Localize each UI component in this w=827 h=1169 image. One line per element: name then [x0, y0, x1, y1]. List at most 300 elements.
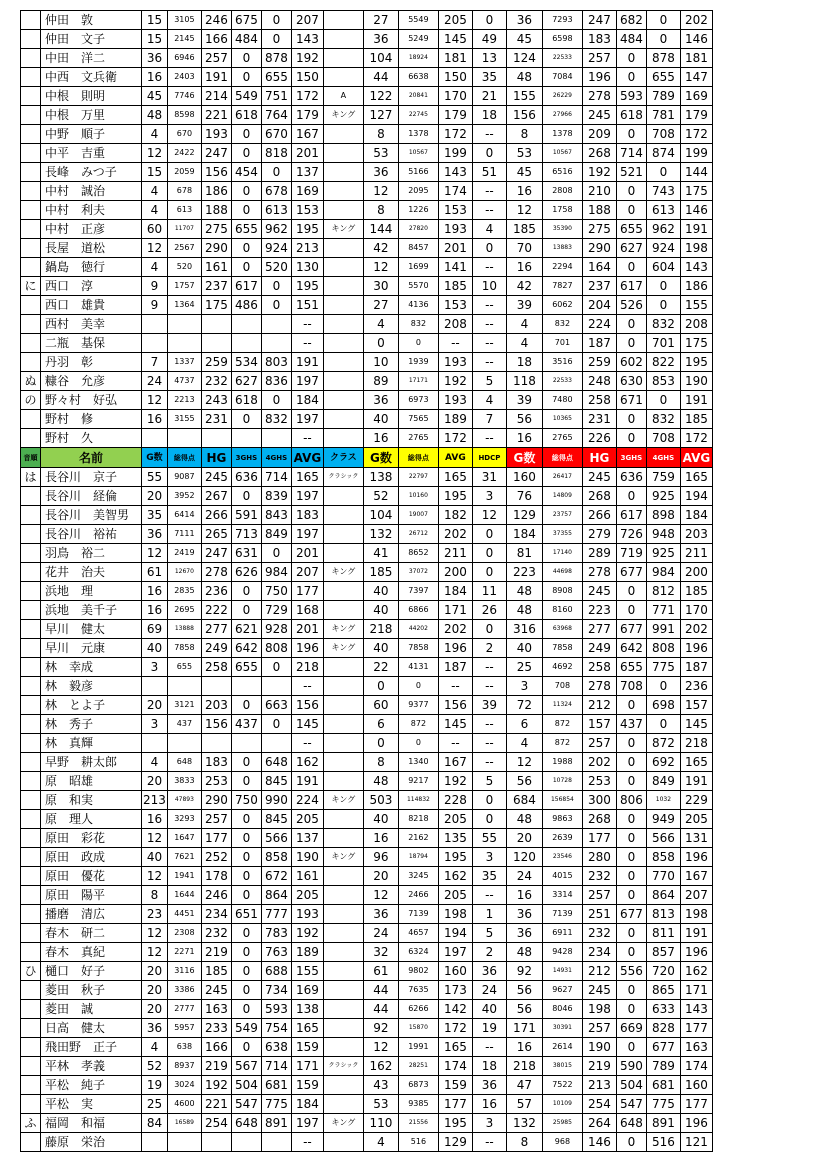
- cell-c-4ghs: 781: [646, 106, 680, 125]
- cell-name: 中根 則明: [41, 87, 142, 106]
- cell-name: 中野 順子: [41, 125, 142, 144]
- cell-a-hg: 191: [201, 68, 231, 87]
- cell-c-games: 81: [506, 544, 542, 563]
- cell-b-games: 53: [363, 1095, 398, 1114]
- cell-b-games: 40: [363, 810, 398, 829]
- cell-b-avg: 187: [438, 658, 472, 677]
- cell-a-3ghs: 0: [231, 201, 261, 220]
- cell-a-3ghs: 631: [231, 544, 261, 563]
- cell-b-avg: 165: [438, 468, 472, 487]
- cell-a-hg: 156: [201, 715, 231, 734]
- cell-c-3ghs: 521: [616, 163, 646, 182]
- cell-a-total: [167, 315, 201, 334]
- cell-a-hg: 219: [201, 943, 231, 962]
- cell-b-total: 6866: [398, 601, 438, 620]
- cell-c-games: 129: [506, 506, 542, 525]
- cell-c-avg: 236: [680, 677, 712, 696]
- table-row: [21, 1038, 713, 1057]
- cell-c-hg: 257: [582, 49, 616, 68]
- cell-a-avg: --: [291, 734, 323, 753]
- cell-c-games: 16: [506, 886, 542, 905]
- cell-c-hg: 257: [582, 886, 616, 905]
- cell-b-avg: --: [438, 734, 472, 753]
- cell-b-hdcp: 0: [472, 144, 506, 163]
- cell-a-3ghs: 621: [231, 620, 261, 639]
- cell-b-games: 43: [363, 1076, 398, 1095]
- cell-c-4ghs: 633: [646, 1000, 680, 1019]
- cell-name: 飛田野 正子: [41, 1038, 142, 1057]
- cell-a-4ghs: 783: [261, 924, 291, 943]
- cell-c-games: 3: [506, 677, 542, 696]
- cell-name: 林 真輝: [41, 734, 142, 753]
- cell-c-hg: 212: [582, 696, 616, 715]
- cell-c-avg: 200: [680, 563, 712, 582]
- cell-b-total: 0: [398, 334, 438, 353]
- cell-initial: [21, 525, 41, 544]
- cell-c-4ghs: 857: [646, 943, 680, 962]
- cell-initial: に: [21, 277, 41, 296]
- cell-a-avg: 213: [291, 239, 323, 258]
- cell-a-total: 13888: [167, 620, 201, 639]
- cell-a-3ghs: 454: [231, 163, 261, 182]
- cell-a-avg: 189: [291, 943, 323, 962]
- cell-c-avg: 146: [680, 30, 712, 49]
- table-row: [21, 315, 713, 334]
- cell-name: 長谷川 経倫: [41, 487, 142, 506]
- cell-name: 原田 陽平: [41, 886, 142, 905]
- cell-a-games: 12: [142, 144, 168, 163]
- cell-a-4ghs: 750: [261, 582, 291, 601]
- cell-a-games: 60: [142, 220, 168, 239]
- cell-name: 早川 健太: [41, 620, 142, 639]
- cell-c-hg: 210: [582, 182, 616, 201]
- cell-b-total: 6973: [398, 391, 438, 410]
- cell-c-4ghs: 898: [646, 506, 680, 525]
- cell-name: 日高 健太: [41, 1019, 142, 1038]
- cell-c-total: 7293: [542, 11, 582, 30]
- cell-class: [323, 810, 363, 829]
- cell-initial: ぬ: [21, 372, 41, 391]
- cell-b-hdcp: --: [472, 658, 506, 677]
- cell-c-4ghs: 770: [646, 867, 680, 886]
- cell-c-hg: 253: [582, 772, 616, 791]
- cell-a-total: 3293: [167, 810, 201, 829]
- cell-b-avg: 193: [438, 220, 472, 239]
- cell-a-total: 1364: [167, 296, 201, 315]
- cell-a-4ghs: 0: [261, 30, 291, 49]
- cell-class: [323, 772, 363, 791]
- cell-c-hg: 177: [582, 829, 616, 848]
- cell-class: [323, 1133, 363, 1152]
- cell-c-games: 124: [506, 49, 542, 68]
- cell-c-total: 9627: [542, 981, 582, 1000]
- cell-c-hg: 212: [582, 962, 616, 981]
- cell-a-4ghs: 663: [261, 696, 291, 715]
- cell-c-total: 2614: [542, 1038, 582, 1057]
- cell-a-avg: 156: [291, 696, 323, 715]
- cell-initial: [21, 943, 41, 962]
- table-row: [21, 1076, 713, 1095]
- header-class: クラス: [323, 448, 363, 468]
- cell-b-total: 1340: [398, 753, 438, 772]
- cell-c-4ghs: 832: [646, 410, 680, 429]
- cell-b-hdcp: --: [472, 1038, 506, 1057]
- cell-b-total: 2095: [398, 182, 438, 201]
- cell-c-4ghs: 708: [646, 125, 680, 144]
- cell-c-hg: 232: [582, 924, 616, 943]
- cell-b-avg: 195: [438, 848, 472, 867]
- cell-c-4ghs: 924: [646, 239, 680, 258]
- cell-c-4ghs: 808: [646, 639, 680, 658]
- cell-c-4ghs: 0: [646, 715, 680, 734]
- table-row: [21, 962, 713, 981]
- cell-b-hdcp: --: [472, 886, 506, 905]
- cell-c-total: 23546: [542, 848, 582, 867]
- cell-class: [323, 715, 363, 734]
- cell-c-avg: 172: [680, 429, 712, 448]
- cell-c-3ghs: 618: [616, 106, 646, 125]
- cell-a-games: 4: [142, 753, 168, 772]
- cell-a-avg: 192: [291, 49, 323, 68]
- table-row: [21, 468, 713, 487]
- cell-b-avg: 205: [438, 11, 472, 30]
- cell-class: [323, 334, 363, 353]
- cell-a-games: 4: [142, 258, 168, 277]
- cell-class: [323, 734, 363, 753]
- cell-a-total: 638: [167, 1038, 201, 1057]
- cell-c-games: 171: [506, 1019, 542, 1038]
- cell-b-total: 0: [398, 677, 438, 696]
- table-row: [21, 658, 713, 677]
- cell-a-3ghs: 504: [231, 1076, 261, 1095]
- cell-initial: [21, 905, 41, 924]
- cell-initial: [21, 924, 41, 943]
- cell-c-4ghs: 681: [646, 1076, 680, 1095]
- cell-a-3ghs: 750: [231, 791, 261, 810]
- cell-c-3ghs: 642: [616, 639, 646, 658]
- cell-c-3ghs: 719: [616, 544, 646, 563]
- cell-a-3ghs: 549: [231, 1019, 261, 1038]
- cell-a-total: 9087: [167, 468, 201, 487]
- cell-a-games: 36: [142, 1019, 168, 1038]
- cell-c-3ghs: 0: [616, 981, 646, 1000]
- cell-a-total: 1941: [167, 867, 201, 886]
- cell-a-games: 4: [142, 125, 168, 144]
- cell-b-hdcp: --: [472, 429, 506, 448]
- cell-c-avg: 170: [680, 601, 712, 620]
- cell-a-hg: 183: [201, 753, 231, 772]
- cell-b-games: 36: [363, 391, 398, 410]
- cell-c-4ghs: 853: [646, 372, 680, 391]
- cell-a-games: 8: [142, 886, 168, 905]
- table-row: [21, 258, 713, 277]
- cell-c-4ghs: 0: [646, 296, 680, 315]
- table-row: [21, 30, 713, 49]
- cell-initial: [21, 11, 41, 30]
- cell-a-4ghs: 763: [261, 943, 291, 962]
- cell-b-total: 1991: [398, 1038, 438, 1057]
- table-row: [21, 106, 713, 125]
- cell-initial: [21, 1038, 41, 1057]
- cell-b-avg: 197: [438, 943, 472, 962]
- cell-c-total: 7827: [542, 277, 582, 296]
- cell-c-total: 6062: [542, 296, 582, 315]
- cell-class: キング: [323, 1114, 363, 1133]
- cell-b-avg: 193: [438, 353, 472, 372]
- cell-c-total: 38015: [542, 1057, 582, 1076]
- cell-a-3ghs: 0: [231, 810, 261, 829]
- cell-a-avg: 207: [291, 563, 323, 582]
- cell-b-games: 138: [363, 468, 398, 487]
- cell-class: [323, 372, 363, 391]
- cell-c-games: 160: [506, 468, 542, 487]
- cell-b-games: 132: [363, 525, 398, 544]
- cell-c-3ghs: 669: [616, 1019, 646, 1038]
- cell-b-total: 26712: [398, 525, 438, 544]
- cell-c-games: 36: [506, 905, 542, 924]
- cell-b-hdcp: 5: [472, 772, 506, 791]
- cell-b-avg: 172: [438, 125, 472, 144]
- cell-b-total: 44202: [398, 620, 438, 639]
- cell-name: 浜地 美千子: [41, 601, 142, 620]
- cell-name: 平松 純子: [41, 1076, 142, 1095]
- cell-a-4ghs: 714: [261, 468, 291, 487]
- cell-c-hg: 248: [582, 372, 616, 391]
- cell-a-games: 40: [142, 639, 168, 658]
- cell-c-3ghs: 556: [616, 962, 646, 981]
- cell-name: 長屋 道松: [41, 239, 142, 258]
- cell-c-games: 42: [506, 277, 542, 296]
- cell-c-games: 48: [506, 68, 542, 87]
- cell-name: 糠谷 允彦: [41, 372, 142, 391]
- cell-b-avg: 198: [438, 905, 472, 924]
- cell-c-4ghs: 743: [646, 182, 680, 201]
- cell-a-avg: 155: [291, 962, 323, 981]
- cell-a-total: 11707: [167, 220, 201, 239]
- cell-c-total: 2294: [542, 258, 582, 277]
- table-header: [21, 448, 713, 468]
- cell-c-avg: 198: [680, 239, 712, 258]
- cell-a-3ghs: 0: [231, 1038, 261, 1057]
- cell-c-games: 4: [506, 334, 542, 353]
- cell-a-total: 2567: [167, 239, 201, 258]
- cell-initial: [21, 1095, 41, 1114]
- cell-a-avg: 197: [291, 410, 323, 429]
- cell-a-4ghs: 566: [261, 829, 291, 848]
- cell-b-avg: 196: [438, 639, 472, 658]
- cell-b-avg: 142: [438, 1000, 472, 1019]
- cell-c-3ghs: 0: [616, 1133, 646, 1152]
- cell-b-total: 28251: [398, 1057, 438, 1076]
- cell-c-3ghs: 617: [616, 277, 646, 296]
- cell-a-hg: 275: [201, 220, 231, 239]
- cell-a-4ghs: 754: [261, 1019, 291, 1038]
- table-row: [21, 1114, 713, 1133]
- cell-class: [323, 296, 363, 315]
- cell-class: キング: [323, 220, 363, 239]
- cell-initial: [21, 601, 41, 620]
- cell-c-4ghs: 0: [646, 30, 680, 49]
- cell-name: 中村 利夫: [41, 201, 142, 220]
- cell-c-total: 14931: [542, 962, 582, 981]
- cell-a-total: 3116: [167, 962, 201, 981]
- cell-a-3ghs: 0: [231, 886, 261, 905]
- cell-c-3ghs: 655: [616, 658, 646, 677]
- cell-a-games: 48: [142, 106, 168, 125]
- table-row: [21, 582, 713, 601]
- cell-c-hg: 275: [582, 220, 616, 239]
- cell-a-3ghs: 0: [231, 924, 261, 943]
- cell-a-hg: 186: [201, 182, 231, 201]
- cell-c-hg: 213: [582, 1076, 616, 1095]
- cell-name: 平林 孝義: [41, 1057, 142, 1076]
- cell-a-avg: --: [291, 1133, 323, 1152]
- cell-class: [323, 11, 363, 30]
- cell-a-games: [142, 429, 168, 448]
- cell-class: キング: [323, 563, 363, 582]
- cell-b-avg: 135: [438, 829, 472, 848]
- cell-c-games: 47: [506, 1076, 542, 1095]
- cell-b-hdcp: 3: [472, 1114, 506, 1133]
- cell-class: クラシック: [323, 468, 363, 487]
- cell-b-avg: 129: [438, 1133, 472, 1152]
- cell-c-total: 9863: [542, 810, 582, 829]
- cell-c-hg: 196: [582, 68, 616, 87]
- cell-c-total: 27966: [542, 106, 582, 125]
- cell-a-total: 2308: [167, 924, 201, 943]
- cell-a-4ghs: 891: [261, 1114, 291, 1133]
- cell-a-3ghs: 0: [231, 962, 261, 981]
- header-row: [21, 448, 713, 468]
- cell-b-avg: 200: [438, 563, 472, 582]
- cell-name: 中村 誠治: [41, 182, 142, 201]
- cell-c-avg: 184: [680, 506, 712, 525]
- cell-class: [323, 943, 363, 962]
- cell-a-3ghs: 547: [231, 1095, 261, 1114]
- cell-a-games: 16: [142, 410, 168, 429]
- cell-a-games: 9: [142, 296, 168, 315]
- cell-b-avg: 193: [438, 391, 472, 410]
- cell-b-hdcp: 0: [472, 525, 506, 544]
- cell-c-3ghs: 627: [616, 239, 646, 258]
- score-table: [20, 10, 713, 1152]
- table-row: [21, 1057, 713, 1076]
- cell-b-total: 5249: [398, 30, 438, 49]
- cell-a-4ghs: 520: [261, 258, 291, 277]
- cell-c-4ghs: 822: [646, 353, 680, 372]
- cell-c-4ghs: 701: [646, 334, 680, 353]
- cell-b-avg: 181: [438, 49, 472, 68]
- cell-b-hdcp: --: [472, 677, 506, 696]
- cell-b-avg: 182: [438, 506, 472, 525]
- cell-c-3ghs: 0: [616, 943, 646, 962]
- cell-a-games: 55: [142, 468, 168, 487]
- cell-b-hdcp: 49: [472, 30, 506, 49]
- cell-a-total: 3121: [167, 696, 201, 715]
- table-row: [21, 753, 713, 772]
- cell-c-4ghs: 516: [646, 1133, 680, 1152]
- cell-c-hg: 268: [582, 487, 616, 506]
- header-b-hdcp: HDCP: [472, 448, 506, 468]
- cell-c-total: 11324: [542, 696, 582, 715]
- cell-a-4ghs: 593: [261, 1000, 291, 1019]
- cell-c-3ghs: 590: [616, 1057, 646, 1076]
- cell-a-total: 3386: [167, 981, 201, 1000]
- cell-a-games: 20: [142, 696, 168, 715]
- cell-c-avg: 144: [680, 163, 712, 182]
- cell-b-games: 41: [363, 544, 398, 563]
- cell-a-4ghs: [261, 1133, 291, 1152]
- cell-b-hdcp: 0: [472, 544, 506, 563]
- cell-a-3ghs: 0: [231, 753, 261, 772]
- cell-c-avg: 191: [680, 924, 712, 943]
- cell-b-hdcp: --: [472, 296, 506, 315]
- cell-a-games: 16: [142, 601, 168, 620]
- cell-a-games: 24: [142, 372, 168, 391]
- cell-initial: [21, 182, 41, 201]
- cell-b-games: 4: [363, 315, 398, 334]
- cell-c-3ghs: 0: [616, 68, 646, 87]
- cell-a-avg: --: [291, 315, 323, 334]
- cell-c-total: 6911: [542, 924, 582, 943]
- cell-c-4ghs: 874: [646, 144, 680, 163]
- cell-a-4ghs: 613: [261, 201, 291, 220]
- cell-c-total: 10109: [542, 1095, 582, 1114]
- cell-c-total: 26229: [542, 87, 582, 106]
- table-row: [21, 639, 713, 658]
- table-row: [21, 429, 713, 448]
- cell-b-games: 185: [363, 563, 398, 582]
- cell-b-total: 18924: [398, 49, 438, 68]
- cell-b-total: 17171: [398, 372, 438, 391]
- cell-a-total: [167, 734, 201, 753]
- cell-initial: [21, 30, 41, 49]
- cell-b-games: 12: [363, 182, 398, 201]
- cell-c-3ghs: 714: [616, 144, 646, 163]
- cell-a-total: 3952: [167, 487, 201, 506]
- cell-c-total: 2639: [542, 829, 582, 848]
- cell-a-4ghs: 864: [261, 886, 291, 905]
- cell-a-4ghs: 839: [261, 487, 291, 506]
- cell-c-total: 23757: [542, 506, 582, 525]
- table-row: [21, 924, 713, 943]
- table-row: [21, 182, 713, 201]
- cell-c-4ghs: 775: [646, 658, 680, 677]
- cell-c-avg: 195: [680, 353, 712, 372]
- cell-a-avg: 162: [291, 753, 323, 772]
- cell-b-hdcp: 55: [472, 829, 506, 848]
- cell-b-hdcp: 0: [472, 810, 506, 829]
- cell-class: [323, 867, 363, 886]
- cell-a-3ghs: 0: [231, 144, 261, 163]
- cell-c-avg: 131: [680, 829, 712, 848]
- cell-c-games: 39: [506, 296, 542, 315]
- cell-b-games: 503: [363, 791, 398, 810]
- cell-a-hg: [201, 334, 231, 353]
- cell-a-hg: 233: [201, 1019, 231, 1038]
- cell-b-hdcp: 7: [472, 410, 506, 429]
- cell-c-avg: 163: [680, 1038, 712, 1057]
- cell-a-total: 2059: [167, 163, 201, 182]
- cell-c-hg: 278: [582, 677, 616, 696]
- cell-b-hdcp: 21: [472, 87, 506, 106]
- cell-a-3ghs: 655: [231, 658, 261, 677]
- cell-c-hg: 251: [582, 905, 616, 924]
- cell-a-total: 7858: [167, 639, 201, 658]
- cell-a-hg: 277: [201, 620, 231, 639]
- cell-c-avg: 145: [680, 715, 712, 734]
- cell-name: 早川 元康: [41, 639, 142, 658]
